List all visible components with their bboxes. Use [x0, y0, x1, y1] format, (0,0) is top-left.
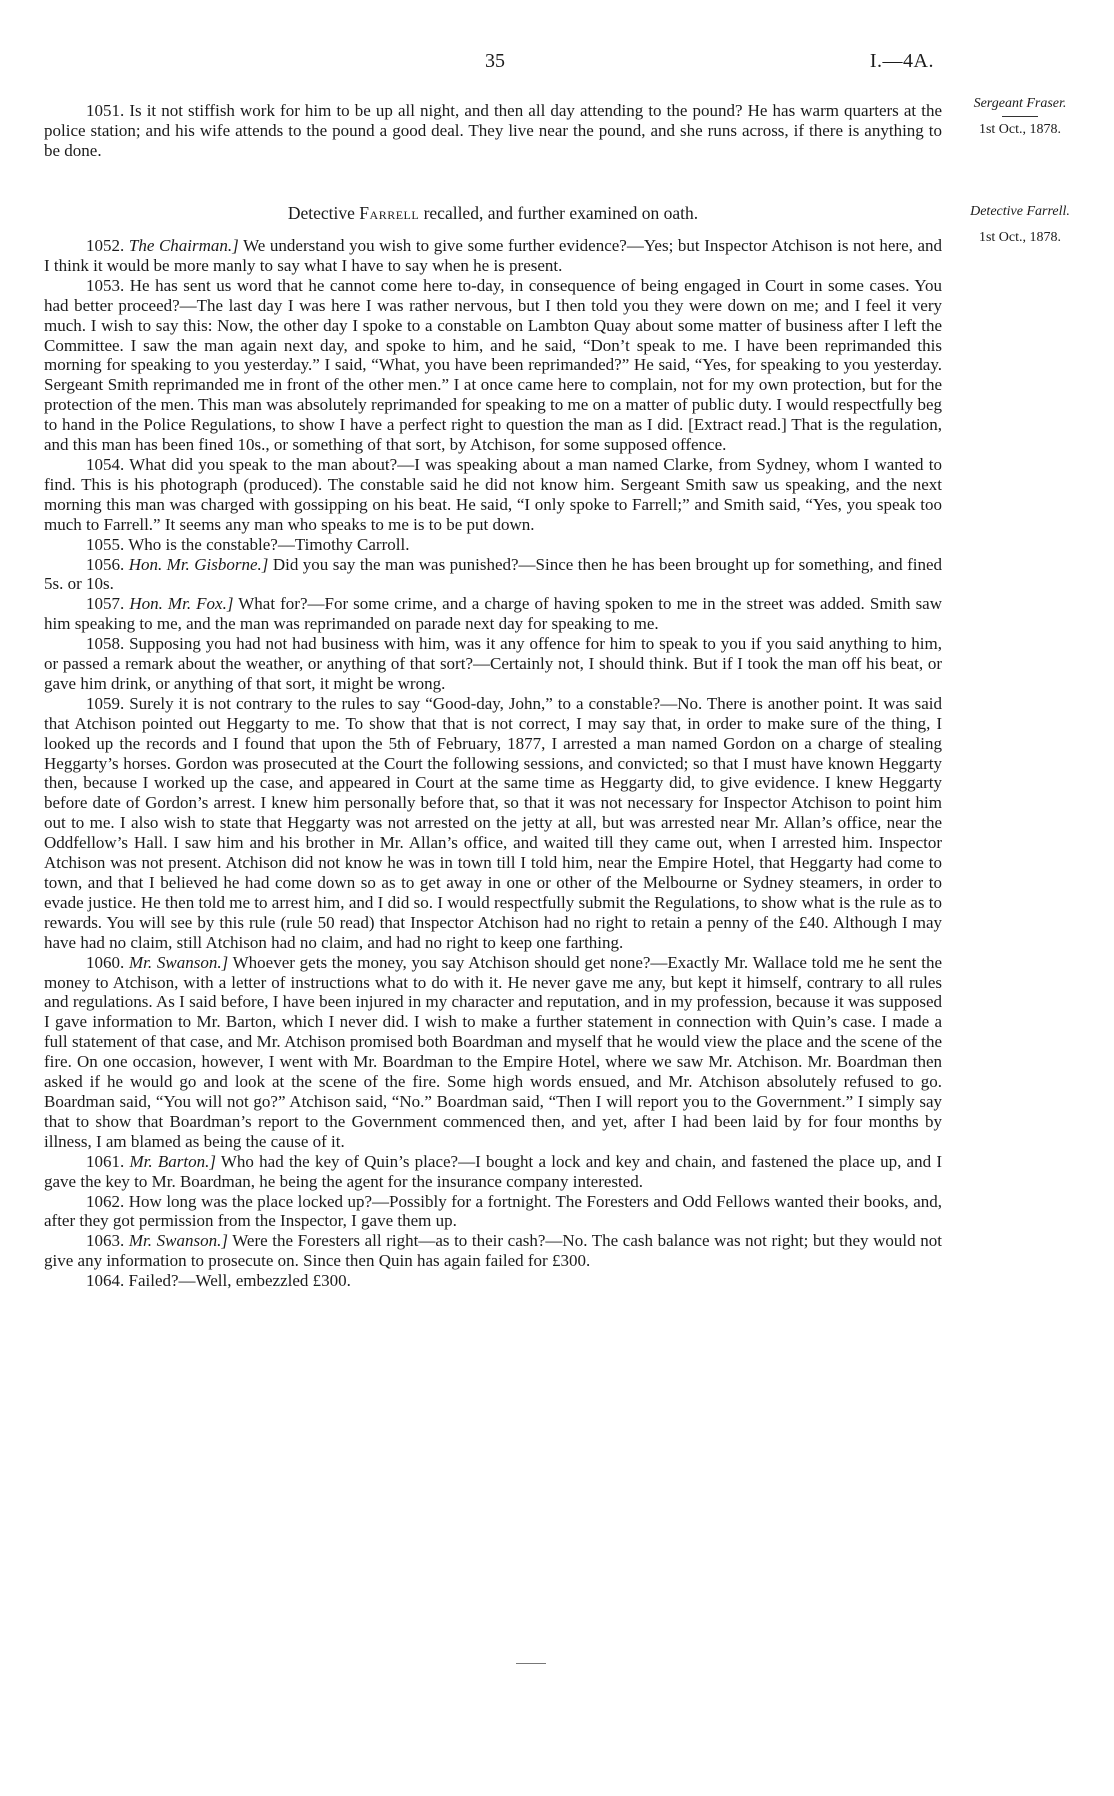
heading-suffix: recalled, and further examined on oath.: [423, 203, 699, 223]
paragraph-1062: 1062. How long was the place locked up?—Possibly for a fortnight. The Foresters and Odd Fellows wanted their books, and, after they got permission from the Inspector, I gave them up.: [44, 1191, 942, 1231]
margin-witness-name: Sergeant Fraser.: [973, 96, 1067, 111]
heading-name: Farrell: [359, 203, 420, 223]
paragraph-1061: 1061. Mr. Barton.] Who had the key of Quin’s place?—I bought a lock and key and chain, and fastened the place up, and I gave the key to Mr. Boardman, he being the agent for the insurance company interested.: [44, 1151, 942, 1191]
paragraph-1063: 1063. Mr. Swanson.] Were the Foresters all right—as to their cash?—No. The cash balance was not right; but they would not give any information to prosecute on. Since then Quin has again failed for £300.: [44, 1231, 942, 1271]
paragraph-1055: 1055. Who is the constable?—Timothy Carroll.: [86, 534, 410, 554]
page-number: 35: [485, 50, 505, 72]
margin-witness-name: Detective Farrell.: [970, 204, 1070, 219]
section-fraser: [44, 101, 942, 161]
paragraph-1060: 1060. Mr. Swanson.] Whoever gets the money, you say Atchison should get none?—Exactly Mr. Wallace told me he sent the money to Atchison, with a letter of instructions what to do with it. He never gave me any, but kept it himself, contrary to all rules and regulations. As I said before, I have been injured in my character and reputation, and in my profession, because it was supposed I gave information to Mr. Barton, which I never did. I wish to make a further statement in connection with Quin’s case. I made a full statement of that case, and Mr. Atchison promised both Boardman and myself that he would view the place and the scene of the fire. On one occasion, however, I went with Mr. Boardman to the Empire Hotel, where we saw Mr. Atchison. Mr. Boardman then asked if he would go and look at the scene of the fire. Some high words ensued, and Mr. Atchison absolutely refused to go. Boardman said, “You will not go?” Atchison said, “No.” Boardman said, “Then I will report you to the Government.” I simply say that to show that Boardman’s report to the Government commenced then, and yet, after I had been laid by for four months by illness, I am blamed as being the cause of it.: [44, 952, 943, 1151]
margin-date: 1st Oct., 1878.: [978, 230, 1062, 245]
paragraph-1054: 1054. What did you speak to the man about?—I was speaking about a man named Clarke, from Sydney, whom I wanted to find. This is his photograph (produced). The constable said he did not know him. Sergeant Smith saw us speaking, and the next morning this man was charged with gossipping on his beat. He said, “I only spoke to Farrell;” and Smith said, “Yes, you speak too much to Farrell.” It seems any man who speaks to me is to be put down.: [44, 454, 942, 534]
margin-rule: [1002, 116, 1038, 117]
margin-date: 1st Oct., 1878.: [978, 122, 1062, 137]
heading-prefix: Detective: [287, 203, 355, 223]
margin-note-farrell: [950, 203, 1090, 247]
document-id: I.—4A.: [869, 50, 934, 72]
paragraph-1052: 1052. The Chairman.] We understand you wish to give some further evidence?—Yes; but Inspector Atchison is not here, and I think it would be more manly to say what I have to say when he is present.: [44, 236, 943, 275]
section-farrell: [44, 236, 942, 1291]
paragraph-1059: 1059. Surely it is not contrary to the rules to say “Good-day, John,” to a constable?—No. There is another point. It was said that Atchison pointed out Heggarty to me. To show that that is not correct, I may say that, in order to make sure of the thing, I looked up the records and I found that upon the 5th of February, 1877, I arrested a man named Gordon on a charge of stealing Heggarty’s horses. Gordon was prosecuted at the Court the following sessions, and convicted; so that I must have known Heggarty then, because I worked up the case, and appeared in Court at the same time as Heggarty did, to give evidence. I knew Heggarty before date of Gordon’s arrest. I knew him personally before that, so that it was not necessary for Inspector Atchison to point him out to me. I also wish to state that Heggarty was not arrested on the jetty at all, but was arrested near Mr. Allan’s office, near the Oddfellow’s Hall. I saw him and his brother in Mr. Allan’s office, and waited till they came out, when I arrested him. Inspector Atchison was not present. Atchison did not know he was in town till I told him, near the Empire Hotel, that Heggarty had come to town, and that I believed he had come down so as to get away in one or other of the Melbourne or Sydney steamers, in order to evade justice. He then told me to arrest him, and I did so. I would respectfully submit the Regulations, to show what is the rule as to rewards. You will see by this rule (rule 50 read) that Inspector Atchison had no right to retain a penny of the £40. Although I may have had no claim, still Atchison had no claim, and had no right to keep one farthing.: [44, 693, 942, 952]
paragraph-1058: 1058. Supposing you had not had business with him, was it any offence for him to speak to you if you said anything to him, or passed a remark about the weather, or anything of that sort?—Certainly not, I should think. But if I took the man off his beat, or gave him drink, or anything of that sort, it might be wrong.: [44, 634, 942, 693]
paragraph-1064: 1064. Failed?—Well, embezzled £300.: [86, 1271, 351, 1291]
paragraph-1053: 1053. He has sent us word that he cannot come here to-day, in consequence of being engaged in Court in some cases. You had better proceed?—The last day I was here I was rather nervous, but I then told you they were down on me; and I feel it very much. I wish to say this: Now, the other day I spoke to a constable on Lambton Quay about some matter of business after I left the Committee. I saw the man again next day, and spoke to him, and he said, “Don’t speak to me. I have been reprimanded this morning for speaking to you yesterday.” I said, “What, you have been reprimanded?” He said, “Yes, for speaking to you yesterday. Sergeant Smith reprimanded me in front of the other men.” I at once came here to complain, not for my own protection, but for the protection of the men. This man was absolutely reprimanded for speaking to me on a matter of public duty. I would respectfully beg to hand in the Police Regulations, to show I have a perfect right to question the man as I did. [Extract read.] That is the regulation, and this man has been fined 10s., or something of that sort, by Atchison, for some supposed offence.: [44, 275, 942, 455]
footer-rule: [516, 1663, 546, 1664]
paragraph-1056: 1056. Hon. Mr. Gisborne.] Did you say the man was punished?—Since then he has been brought up for something, and fined 5s. or 10s.: [44, 554, 943, 594]
section-heading: [44, 203, 942, 224]
paragraph-1051: 1051. Is it not stiffish work for him to be up all night, and then all day attending to the pound? He has warm quarters at the police station; and his wife attends to the pound a good deal. They live near the pound, and she runs across, if there is anything to be done.: [44, 101, 942, 160]
margin-note-fraser: [950, 95, 1090, 139]
paragraph-1057: 1057. Hon. Mr. Fox.] What for?—For some crime, and a charge of having spoken to me in the street was added. Smith saw him speaking to me, and the man was reprimanded on parade next day for speaking to me.: [44, 594, 943, 634]
